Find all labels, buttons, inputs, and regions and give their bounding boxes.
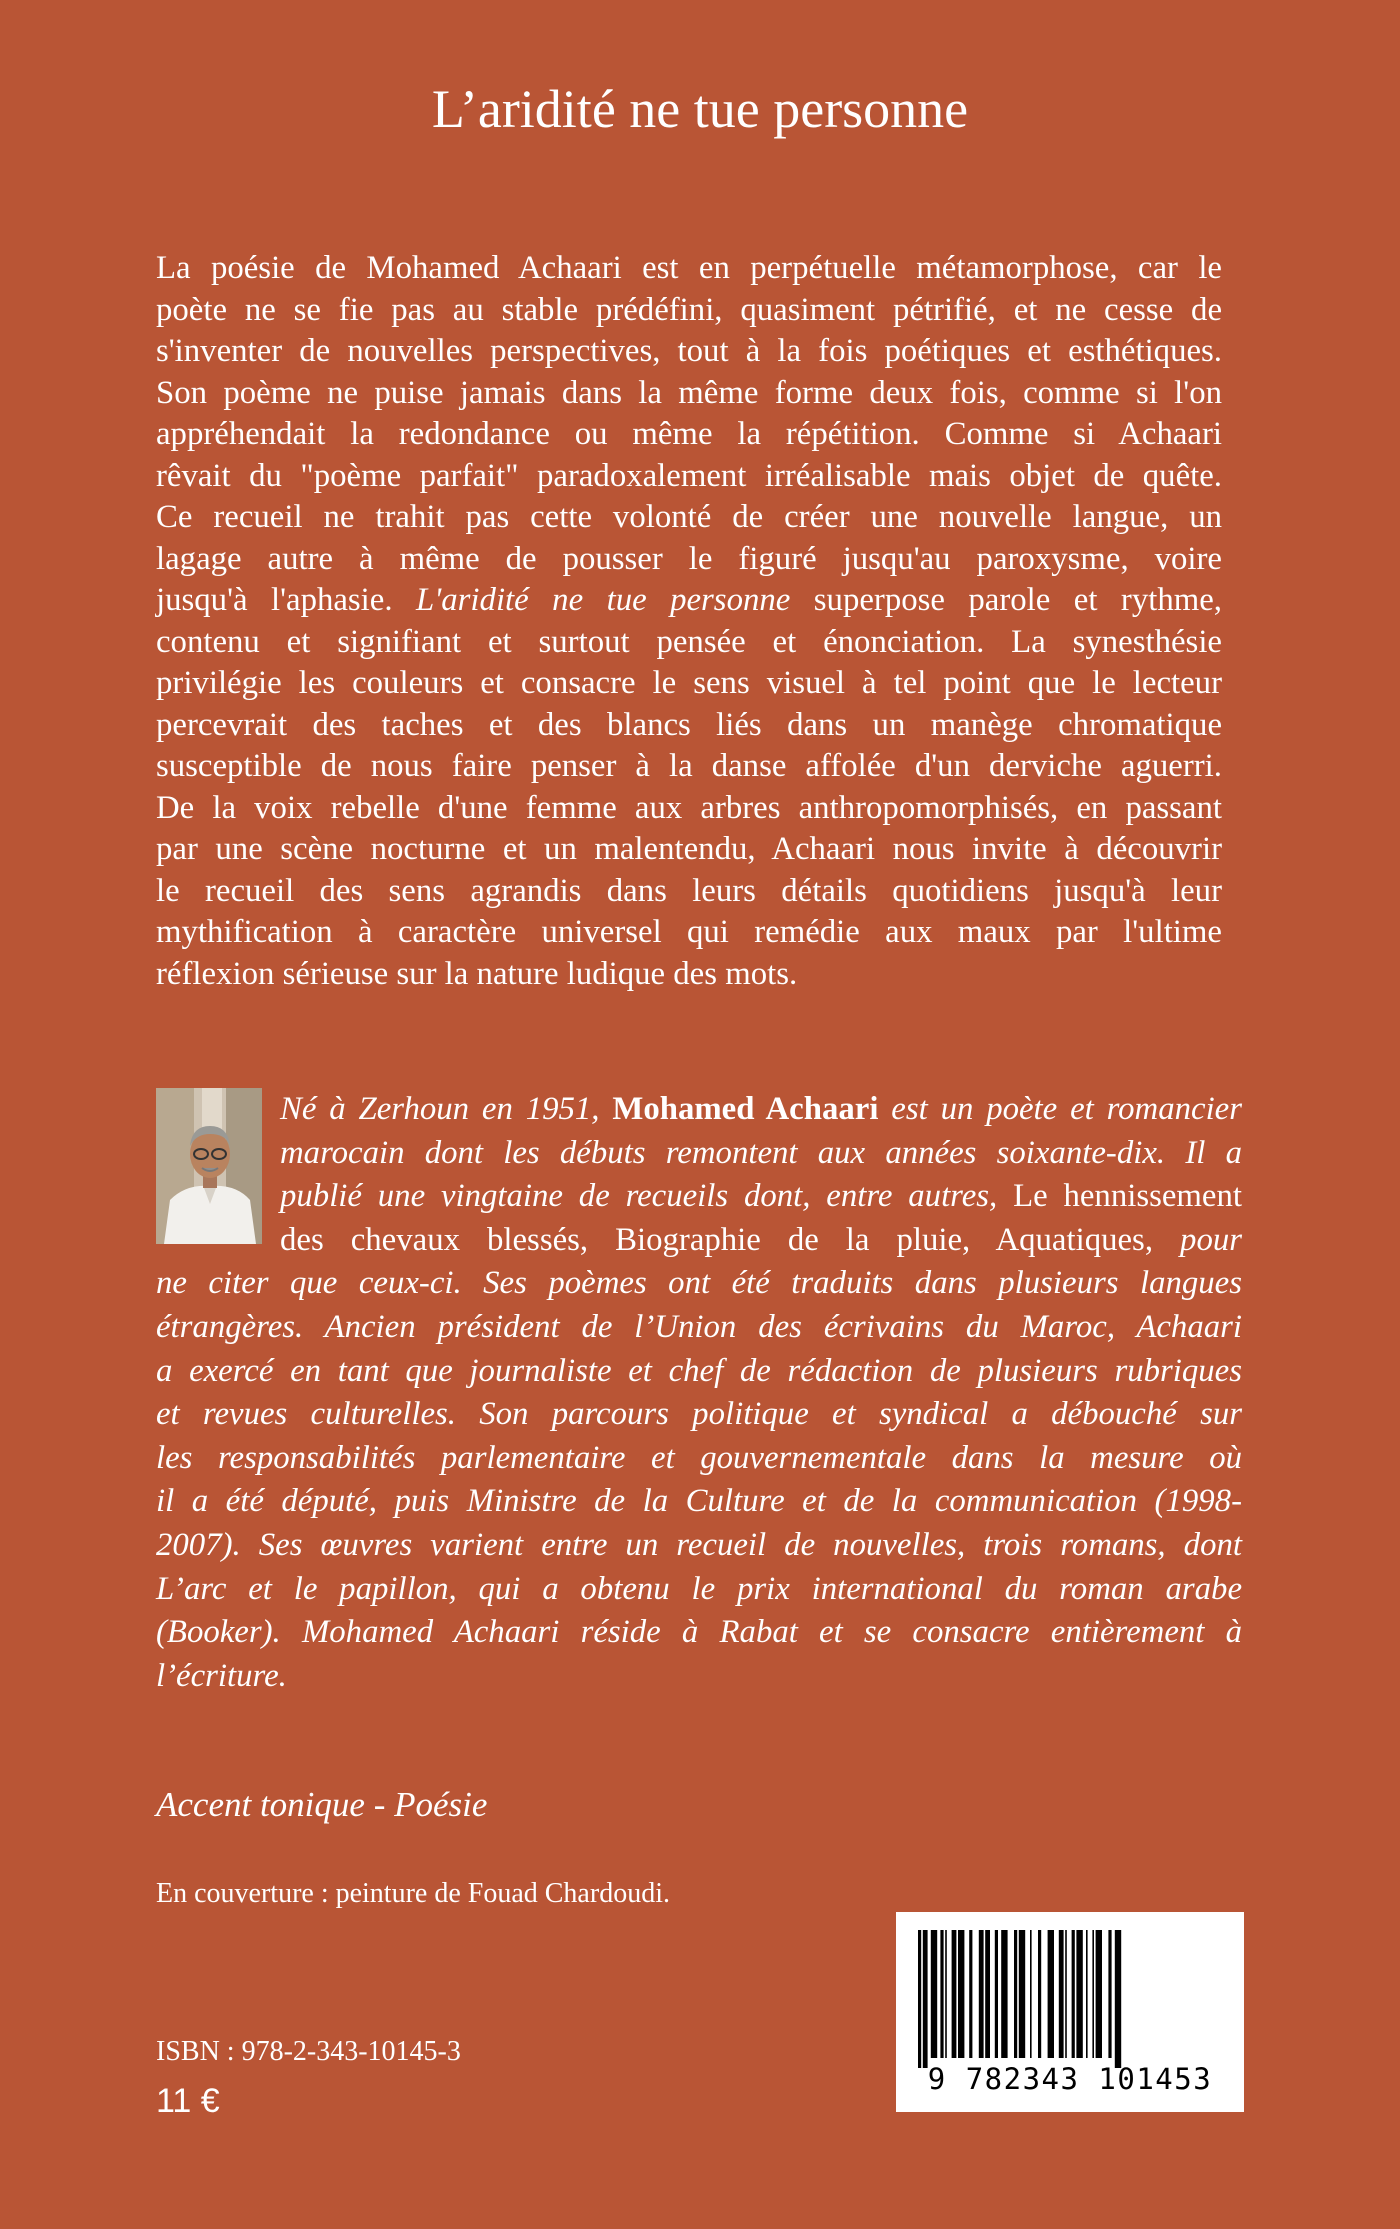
bio-line: ne citer que ceux-ci. Ses poèmes ont été traduits dans plusieurs langues bbox=[156, 1265, 1242, 1302]
author-name: Mohamed Achaari bbox=[612, 1091, 879, 1127]
description-line: par une scène nocturne et un malentendu, Achaari nous invite à découvrir bbox=[156, 831, 1222, 867]
barcode-bar bbox=[969, 1930, 972, 2058]
barcode-bar bbox=[1001, 1930, 1007, 2058]
bio-text: Né à Zerhoun en 1951, bbox=[280, 1091, 600, 1127]
description-line: appréhendait la redondance ou même la répétition. Comme si Achaari bbox=[156, 416, 1222, 452]
barcode-bar bbox=[958, 1930, 964, 2058]
description-line: susceptible de nous faire penser à la danse affolée d'un derviche aguerri. bbox=[156, 748, 1222, 784]
description-text: jusqu'à l'aphasie. bbox=[156, 582, 393, 618]
description-line: privilégie les couleurs et consacre le sens visuel à tel point que le lecteur bbox=[156, 665, 1222, 701]
bio-line: et revues culturelles. Son parcours politique et syndical a débouché sur bbox=[156, 1396, 1242, 1433]
barcode-bar bbox=[1076, 1930, 1082, 2058]
bio-text: publié une vingtaine de recueils dont, entre autres, bbox=[280, 1178, 998, 1215]
barcode-bar bbox=[952, 1930, 957, 2058]
barcode-bar bbox=[1115, 1930, 1121, 2068]
description-line: percevrait des taches et des blancs liés dans un manège chromatique bbox=[156, 706, 1222, 743]
bio-line: étrangères. Ancien président de l’Union des écrivains du Maroc, Achaari bbox=[156, 1308, 1242, 1345]
bio-text: pour bbox=[1180, 1221, 1243, 1258]
author-bio bbox=[156, 1088, 1243, 1698]
barcode bbox=[896, 1912, 1244, 2112]
barcode-bar bbox=[1086, 1930, 1088, 2058]
description-text: superpose parole et rythme, bbox=[813, 582, 1222, 618]
description-line: s'inventer de nouvelles perspectives, tout à la fois poétiques et esthétiques. bbox=[156, 333, 1222, 369]
author-portrait-image bbox=[156, 1088, 262, 1244]
barcode-bar bbox=[1030, 1930, 1032, 2058]
bio-line: 2007). Ses œuvres varient entre un recueil de nouvelles, trois romans, dont bbox=[156, 1526, 1242, 1563]
barcode-bar bbox=[979, 1930, 984, 2058]
barcode-bar bbox=[918, 1930, 921, 2068]
bio-line bbox=[280, 1175, 1242, 1219]
bio-book-title: Le hennissement bbox=[1013, 1178, 1242, 1215]
barcode-bar bbox=[985, 1930, 990, 2058]
barcode-bar bbox=[995, 1930, 998, 2058]
barcode-bar bbox=[940, 1930, 943, 2058]
description-line: mythification à caractère universel qui remédie aux maux par l'ultime bbox=[156, 914, 1222, 950]
barcode-bar bbox=[1072, 1930, 1075, 2058]
author-photo bbox=[156, 1088, 262, 1244]
bio-line: les responsabilités parlementaire et gouvernementale dans la mesure où bbox=[156, 1439, 1242, 1476]
barcode-bar bbox=[1014, 1930, 1017, 2058]
barcode-bar bbox=[923, 1930, 928, 2068]
description-line: rêvait du "poème parfait" paradoxalement irréalisable mais objet de quête. bbox=[156, 457, 1222, 494]
barcode-bar bbox=[1038, 1930, 1041, 2058]
barcode-bar bbox=[1059, 1930, 1064, 2058]
bio-line: L’arc et le papillon, qui a obtenu le prix international du roman arabe bbox=[156, 1570, 1242, 1607]
barcode-bar bbox=[945, 1930, 947, 2058]
description-line: De la voix rebelle d'une femme aux arbres anthropomorphisés, en passant bbox=[156, 789, 1222, 826]
description-line: Son poème ne puise jamais dans la même forme deux fois, comme si l'on bbox=[156, 374, 1222, 411]
barcode-bar bbox=[1019, 1930, 1025, 2058]
isbn: ISBN : 978-2-343-10145-3 bbox=[156, 2036, 461, 2067]
barcode-bar bbox=[931, 1930, 937, 2058]
description-line: lagage autre à même de pousser le figuré jusqu'au paroxysme, voire bbox=[156, 540, 1222, 577]
bio-line: il a été député, puis Ministre de la Culture et de la communication (1998- bbox=[156, 1483, 1242, 1520]
description-line: le recueil des sens agrandis dans leurs détails quotidiens jusqu'à leur bbox=[156, 872, 1222, 909]
bio-line bbox=[280, 1088, 1242, 1132]
bio-line bbox=[280, 1219, 1242, 1263]
barcode-bar bbox=[1096, 1930, 1102, 2058]
bio-line: a exercé en tant que journaliste et chef de rédaction de plusieurs rubriques bbox=[156, 1352, 1242, 1389]
barcode-bar bbox=[1108, 1930, 1111, 2058]
barcode-digits: 9 782343 101453 bbox=[927, 2062, 1213, 2096]
description-line bbox=[156, 580, 1222, 622]
barcode-bar bbox=[1092, 1930, 1094, 2058]
cover-credit: En couverture : peinture de Fouad Chardoudi. bbox=[156, 1878, 670, 1909]
book-title: L’aridité ne tue personne bbox=[431, 79, 969, 139]
price: 11 € bbox=[156, 2082, 220, 2120]
description-line: poète ne se fie pas au stable prédéfini, quasiment pétrifié, et ne cesse de bbox=[156, 291, 1222, 328]
book-description bbox=[156, 248, 1222, 995]
series-label: Accent tonique - Poésie bbox=[156, 1785, 488, 1824]
bio-text: est un poète et romancier bbox=[891, 1091, 1242, 1127]
bio-line: marocain dont les débuts remontent aux années soixante-dix. Il a bbox=[280, 1134, 1242, 1171]
description-line: Ce recueil ne trahit pas cette volonté de créer une nouvelle langue, un bbox=[156, 499, 1222, 535]
description-italic-title: L'aridité ne tue personne bbox=[416, 582, 791, 618]
description-line: La poésie de Mohamed Achaari est en perpétuelle métamorphose, car le bbox=[156, 250, 1222, 286]
barcode-bar bbox=[1065, 1930, 1067, 2058]
bio-book-titles: des chevaux blessés, Biographie de la pluie, Aquatiques, bbox=[280, 1221, 1154, 1258]
bio-line: (Booker). Mohamed Achaari réside à Rabat et se consacre entièrement à bbox=[156, 1614, 1242, 1651]
description-line: réflexion sérieuse sur la nature ludique des mots. bbox=[156, 955, 798, 992]
description-line: contenu et signifiant et surtout pensée et énonciation. La synesthésie bbox=[156, 623, 1222, 660]
barcode-bar bbox=[1048, 1930, 1054, 2058]
bio-line: l’écriture. bbox=[156, 1657, 287, 1694]
